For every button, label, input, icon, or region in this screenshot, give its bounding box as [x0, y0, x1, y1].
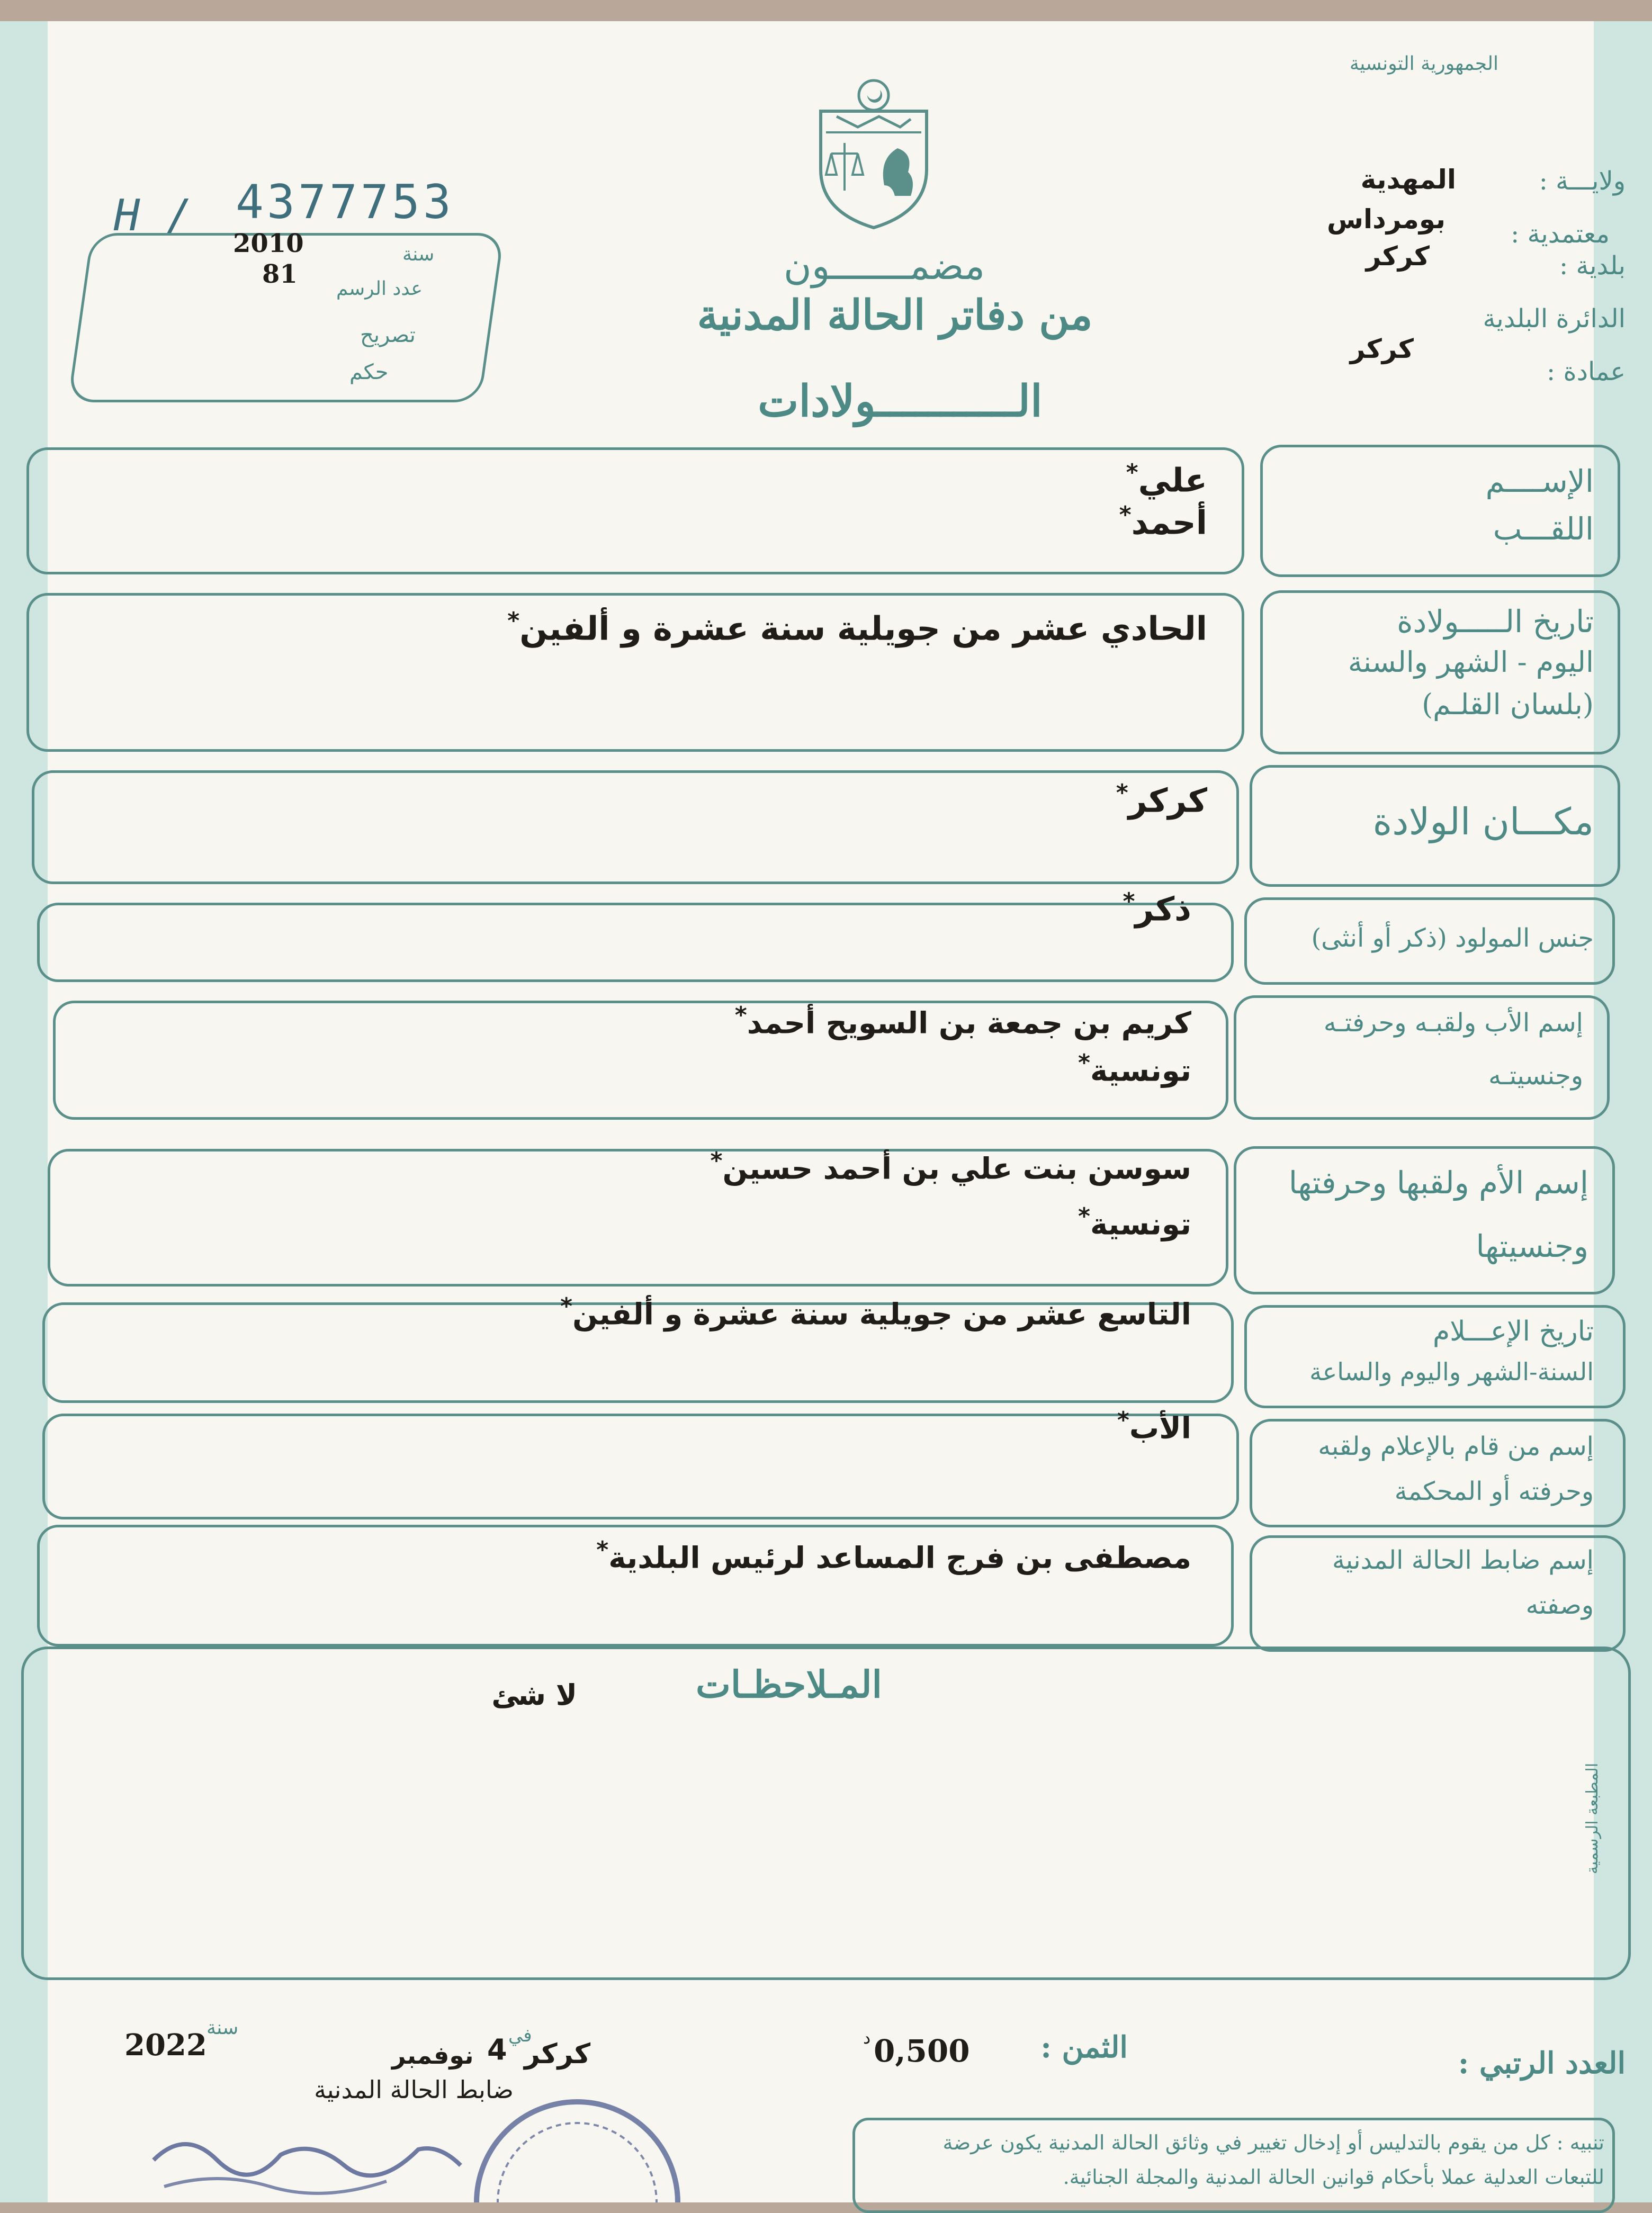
field-2-value-1: كركر* — [1116, 779, 1207, 820]
field-3-value-1: ذكر* — [1123, 888, 1191, 929]
field-5-label-1: إسم الأم ولقبها وحرفتها — [1288, 1165, 1588, 1201]
price-value: 0,500 — [874, 2033, 970, 2069]
field-0-label-1: الإســــم — [1485, 463, 1594, 499]
register-box — [68, 233, 505, 402]
coat-of-arms-icon — [805, 74, 942, 233]
price-label: الثمن : — [1040, 2030, 1128, 2065]
remarks-value: لا شئ — [491, 1678, 577, 1712]
field-6-label-1: تاريخ الإعـــلام — [1432, 1316, 1594, 1347]
date-day: 4 — [487, 2033, 507, 2066]
field-4-value-1: كريم بن جمعة بن السويح أحمد* — [734, 1002, 1191, 1041]
imada-label: عمادة : — [1547, 357, 1626, 386]
field-5-value-1: سوسن بنت علي بن أحمد حسين* — [710, 1147, 1191, 1186]
date-month: نوفمبر — [392, 2041, 474, 2070]
signature-icon — [143, 2118, 471, 2197]
field-6-value-1: التاسع عشر من جويلية سنة عشرة و ألفين* — [560, 1293, 1191, 1332]
field-1-label-1: تاريخ الـــــولادة — [1397, 604, 1594, 640]
field-1-label-2: اليوم - الشهر والسنة — [1348, 645, 1594, 679]
field-5-label-2: وجنسيتها — [1476, 1228, 1588, 1264]
officer-label: ضابط الحالة المدنية — [314, 2075, 514, 2104]
date-year: 2022 — [124, 2028, 207, 2063]
register-judgment-label: حكم — [349, 360, 389, 384]
republic-label: الجمهورية التونسية — [1349, 53, 1498, 75]
printer-mark: المطبعة الرسمية — [1583, 1762, 1602, 1874]
field-2-label-1: مكـــان الولادة — [1372, 800, 1594, 843]
wilaya-label: ولايـــة : — [1539, 166, 1626, 196]
daira-label: الدائرة البلدية — [1483, 304, 1626, 334]
baladia-value: كركر — [1366, 241, 1430, 272]
date-year-label: سنة — [206, 2017, 239, 2039]
warning-line-1: تنبيه : كل من يقوم بالتدليس أو إدخال تغيير في وثائق الحالة المدنية يكون عرضة — [942, 2131, 1604, 2154]
field-1-value-1: الحادي عشر من جويلية سنة عشرة و ألفين* — [507, 607, 1207, 648]
field-6-label-2: السنة-الشهر واليوم والساعة — [1309, 1357, 1594, 1386]
imada-value: كركر — [1350, 334, 1414, 364]
wilaya-value: المهدية — [1360, 164, 1456, 195]
field-0-value-2: أحمد* — [1119, 501, 1207, 542]
field-4-label-1: إسم الأب ولقبـه وحرفتـه — [1323, 1008, 1583, 1038]
field-7-label-2: وحرفته أو المحكمة — [1394, 1477, 1594, 1506]
field-0-value-1: علي* — [1126, 459, 1207, 500]
motamadia-value: بومرداس — [1327, 204, 1446, 235]
field-3-label-1: جنس المولود (ذكر أو أنثى) — [1311, 923, 1594, 953]
signature-place: كركر — [524, 2038, 591, 2070]
register-declaration-label: تصريح — [360, 323, 416, 347]
title-line1: مضمـــــــون — [783, 244, 985, 288]
field-8-label-2: وصفته — [1525, 1590, 1594, 1620]
document-sheet — [0, 21, 1652, 2202]
serial-prefix: H / — [114, 191, 193, 241]
register-number-label: عدد الرسم — [336, 278, 423, 300]
field-0-label-2: اللقـــب — [1493, 511, 1594, 547]
field-7-label-1: إسم من قام بالإعلام ولقبه — [1318, 1432, 1594, 1461]
register-year-value: 2010 — [233, 229, 304, 258]
baladia-label: بلدية : — [1559, 251, 1626, 281]
serial-order-label: العدد الرتبي : — [1458, 2046, 1626, 2081]
register-number-value: 81 — [262, 259, 298, 289]
warning-line-2: للتبعات العدلية عملا بأحكام قوانين الحالة المدنية والمجلة الجنائية. — [1063, 2165, 1604, 2189]
field-5-value-2: تونسية* — [1078, 1203, 1191, 1242]
remarks-label: المـلاحظـات — [696, 1662, 882, 1706]
field-8-value-1: مصطفى بن فرج المساعد لرئيس البلدية* — [596, 1536, 1191, 1576]
field-4-label-2: وجنسيتـه — [1488, 1061, 1583, 1091]
register-year-label: سنة — [402, 244, 435, 265]
date-in-label: في — [508, 2025, 532, 2046]
serial-number: 4377753 — [236, 175, 454, 229]
motamadia-label: معتمدية : — [1511, 219, 1610, 249]
field-4-value-2: تونسية* — [1078, 1049, 1191, 1088]
title-line3: الـــــــــــولادات — [758, 376, 1043, 427]
title-line2: من دفاتر الحالة المدنية — [697, 291, 1093, 339]
official-stamp-icon — [450, 2097, 704, 2202]
price-unit: د — [863, 2028, 871, 2048]
field-8-label-1: إسم ضابط الحالة المدنية — [1332, 1545, 1594, 1575]
field-7-value-1: الأب* — [1117, 1407, 1191, 1446]
field-1-label-3: (بلسان القلـم) — [1422, 688, 1594, 721]
